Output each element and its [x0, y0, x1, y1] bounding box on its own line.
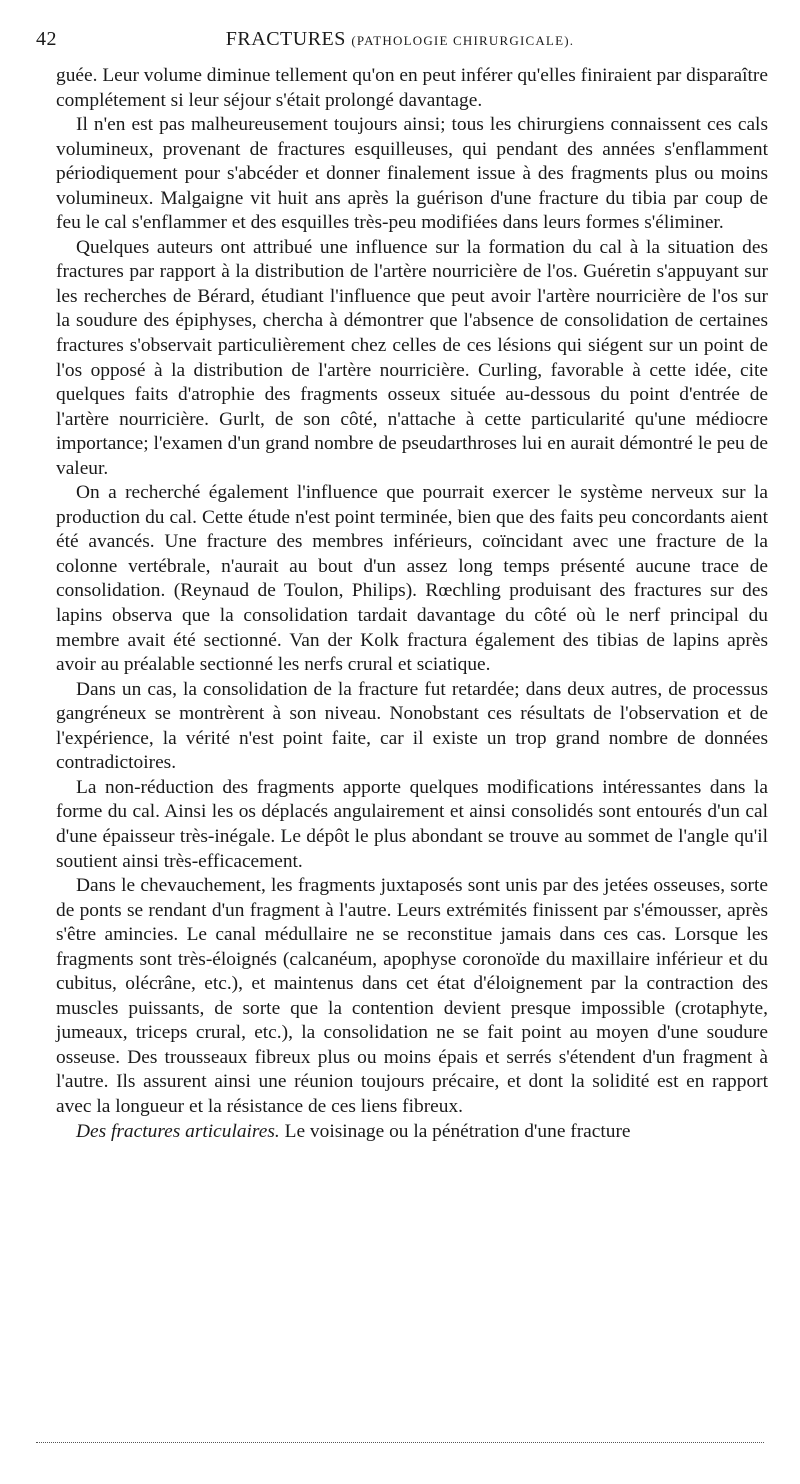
paragraph: La non-réduction des fragments apporte quelques modifications intéressantes dans la forme du cal. Ainsi les os déplacés angulairement et ainsi consolidés sont entourés d'un cal d'une épaisseur très-inégale. Le dépôt le plus abondant se trouve au sommet de l'angle qu'il soutient ainsi très-efficacement. — [56, 776, 768, 872]
page-number: 42 — [36, 28, 57, 50]
paragraph: Dans un cas, la consolidation de la fracture fut retardée; dans deux autres, de processus gangréneux se montrèrent à son niveau. Nonobstant ces résultats de l'observation et de l'expérience, la vérité n'est point faite, car il existe un trop grand nombre de données contradictoires. — [56, 678, 768, 774]
paragraph: On a recherché également l'influence que pourrait exercer le système nerveux sur la production du cal. Cette étude n'est point terminée, bien que des faits peu concordants aient été avancés. Une fracture des membres inférieurs, coïncidant avec une fracture de la colonne vertébrale, n'aurait au bout d'un assez long temps présenté aucune trace de consolidation. (Reynaud de Toulon, Philips). Rœchling produisant des fractures sur des lapins observa que la consolidation tardait davantage du côté où le nerf principal du membre avait été sectionné. Van der Kolk fractura également des tibias de lapins après avoir au préalable sectionné les nerfs crural et sciatique. — [56, 482, 768, 676]
paragraph: Quelques auteurs ont attribué une influence sur la formation du cal à la situation des fractures par rapport à la distribution de l'artère nourricière de l'os. Guéretin s'appuyant sur les recherches de Bérard, étudiant l'influence que peut avoir l'artère nourricière de l'os sur la soudure des épiphyses, chercha à démontrer que l'absence de consolidation de certaines fractures s'observait particulièrement chez celles de ces lésions qui siégent sur un point de l'os opposé à la distribution de l'artère nourricière. Curling, favorable à cette idée, cite quelques faits d'atrophie des fragments osseux située au-dessous du point d'entrée de l'artère nourricière. Gurlt, de son côté, n'attache à cette particularité qu'une médiocre importance; l'examen d'un grand nombre de pseudarthroses lui en aurait démontré le peu de valeur. — [56, 236, 768, 479]
paragraph: Il n'en est pas malheureusement toujours ainsi; tous les chirurgiens connaissent ces cals volumineux, provenant de fractures esquilleuses, qui pendant des années s'enflamment périodiquement pour s'abcéder et donner finalement issue à des fragments plus ou moins volumineux. Malgaigne vit huit ans après la guérison d'une fracture du tibia par coup de feu le cal s'enflammer et des esquilles très-peu modifiées dans leurs formes s'éliminer. — [56, 114, 768, 234]
running-title — [30, 28, 770, 51]
section-heading: Des fractures articulaires. — [76, 1120, 280, 1142]
paragraph: Dans le chevauchement, les fragments juxtaposés sont unis par des jetées osseuses, sorte de ponts se rendant d'un fragment à l'autre. Leurs extrémités finissent par s'émousser, après s'être amincies. Le canal médullaire ne se reconstitue jamais dans ces cas. Lorsque les fragments sont très-éloignés (calcanéum, apophyse coronoïde du maxillaire inférieur et du cubitus, olécrâne, etc.), et maintenus dans cet état d'éloignement par la contraction des muscles puissants, de sorte que la contention devient presque impossible (crotaphyte, jumeaux, triceps crural, etc.), la consolidation ne se fait point au moyen d'une soudure osseuse. Des trousseaux fibreux plus ou moins épais et serrés s'étendent d'un fragment à l'autre. Ils assurent ainsi une réunion toujours précaire, et dont la solidité est en rapport avec la longueur et la résistance de ces liens fibreux. — [56, 875, 768, 1117]
footer-dotted-rule — [36, 1442, 764, 1443]
body-text — [56, 64, 768, 1144]
running-title-subtitle: (PATHOLOGIE CHIRURGICALE). — [351, 33, 575, 48]
running-title-main: FRACTURES — [225, 28, 346, 50]
page-header — [30, 28, 770, 60]
section-text: Le voisinage ou la pénétration d'une fracture — [284, 1120, 631, 1142]
section-paragraph — [56, 1120, 768, 1145]
paragraph-continued: guée. Leur volume diminue tellement qu'on en peut inférer qu'elles finiraient par disparaître complétement si leur séjour s'était prolongé davantage. — [56, 65, 768, 111]
